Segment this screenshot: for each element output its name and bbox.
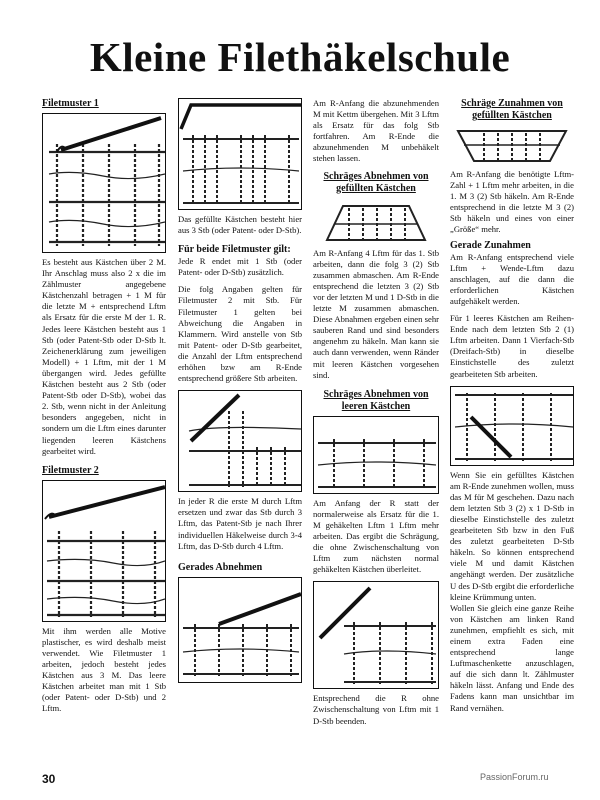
crochet-stitches-drawing (179, 391, 302, 491)
heading-schraeges-abnehmen-leer: Schräges Abnehmen von leeren Kästchen (323, 388, 429, 412)
crochet-stitches-drawing (179, 578, 302, 682)
heading-schraeges-abnehmen-gefuellt: Schräges Abnehmen von gefüllten Kästchen (323, 170, 429, 194)
illustration-filetmuster-1 (42, 113, 166, 253)
illustration-gerades-abnehmen (178, 577, 302, 683)
text-filled-box: Das gefüllte Kästchen besteht hier aus 3 Stb (oder Patent- oder D-Stb). (178, 214, 302, 236)
text-first-stitch: In jeder R die erste M durch Lftm ersetzen und zwar das Stb durch 3 Lftm, das Patent-Stb je nach Ihrer individuellen Häkelweise durch 3-4 Lftm, das D-Stb durch 4 Lftm. (178, 496, 302, 551)
crochet-decrease-drawing (313, 198, 439, 244)
illustration-zunahme-leer (450, 386, 574, 466)
column-2 (178, 98, 302, 687)
text-gerades-abnehmen: Am R-Anfang die abzunehmenden M mit Kettm übergehen. Mit 3 Lftm als Ersatz für das folg Stb fortfahren. Am R-Ende die abzunehmenden M unbehäkelt stehen lassen. (313, 98, 439, 164)
column-4 (450, 98, 574, 714)
illustration-filetmuster-2 (42, 480, 166, 622)
page-number: 30 (42, 772, 56, 786)
text-schraeges-abnehmen-gefuellt: Am R-Anfang 4 Lftm für das 1. Stb arbeiten, dann die folg 3 (2) Stb zusammen abmaschen. Am R-Ende entsprechend die letzten 3 (2) Stb vor der letzten M und 1 D-Stb in die letzte M zusammen abmaschen. Diese Abnahmen ergeben einen sehr sauberen Rand und sind besonders angenehm zu häkeln. Man kann sie auch dann verwenden, wenn Ränder mit leeren Kästchen vorgesehen sind. (313, 247, 439, 380)
illustration-schraeges-abnehmen-gefuellt (313, 198, 439, 244)
column-3 (313, 98, 439, 727)
text-schraege-zunahmen: Am R-Anfang die benötigte Lftm-Zahl + 1 Lftm mehr arbeiten, in die 1. M 3 (2) Stb häkeln. Am R-Ende entsprechend in die letzte M 3 (2) Stb häkeln und eines von einer „Größe“ mehr. (450, 169, 574, 235)
heading-filetmuster-1: Filetmuster 1 (42, 98, 99, 109)
crochet-stitches-drawing (179, 99, 302, 209)
text-filetmuster-2: Mit ihm werden alle Motive plastischer, es wird deshalb meist verwendet. Wie Filetmuster 1 arbeiten, jedoch besteht jedes Kästchen aus 3 M. Das leere Kästchen arbeitet man mit 1 Stb (oder Patent- oder D-Stb) und 2 Lftm. (42, 625, 166, 714)
crochet-grid-drawing (43, 114, 166, 252)
heading-schraege-zunahmen: Schräge Zunahmen von gefüllten Kästchen (461, 98, 563, 121)
text-row-end-dstb: Entsprechend die R ohne Zwischenschaltung von Lftm mit 1 D-Stb beenden. (313, 693, 439, 726)
crochet-grid-drawing (314, 582, 439, 688)
heading-gerades-abnehmen: Gerades Abnehmen (178, 561, 263, 573)
text-instructions: Die folg Angaben gelten für Filetmuster 2 mit Stb. Für Filetmuster 1 gelten bei Abweichung die Angaben in Klammern. Wird anstelle von Stb mit Patent- oder D-Stb gearbeitet, die Anzahl der Lftm entsprechend erhöhen bzw am R-Ende entsprechend größere Stb arbeiten. (178, 284, 302, 384)
illustration-row-start (178, 390, 302, 492)
crochet-increase-drawing (450, 125, 574, 165)
crochet-grid-drawing (43, 481, 166, 621)
text-row-end: Jede R endet mit 1 Stb (oder Patent- oder D-Stb) zusätzlich. (178, 256, 302, 278)
crochet-grid-drawing (314, 417, 439, 493)
text-filetmuster-1: Es besteht aus Kästchen über 2 M. Ihr Anschlag muss also 2 x die im Zählmuster angegebene Kästchenzahl betragen + 1 M für die letzte M + entsprechend Lftm als Ersatz für die erste M der 1. R. Jedes leere Kästchen besteht aus 1 Stb (oder Patent-Stb oder D-Stb lt. Zeichenerklärung zum jeweiligen Modell) + 1 Lftm, mit der 1 M übergangen wird. Jedes gefüllte Kästchen besteht aus 2 Stb (oder Patent-Stb oder D-Stb), wobei das 2. Stb, wenn nicht in der Anleitung besonders angegeben, nicht in sondern um die Lftm eines darunter liegenden leeren Kästchens gearbeitet wird. (42, 257, 166, 456)
watermark: PassionForum.ru (480, 772, 549, 782)
text-gerade-zunahmen: Am R-Anfang entsprechend viele Lftm + Wende-Lftm dazu anschlagen, auf die dann die erforderlichen Kästchen aufgehäkelt werden. (450, 251, 574, 306)
text-ganze-reihe: Wollen Sie gleich eine ganze Reihe von Kästchen am linken Rand zunehmen, empfiehlt es sich, mit einem extra Faden eine entsprechend lange Luftmaschenkette anzuschlagen, auf die sich dann lt. Zählmuster häkeln lässt. Anfang und Ende des Fadens kann man unsichtbar im Rand vernähen. (450, 602, 574, 713)
illustration-schraeges-abnehmen-leer (313, 416, 439, 494)
heading-gerade-zunahmen: Gerade Zunahmen (450, 239, 531, 251)
page-title: Kleine Filethäkelschule (89, 34, 511, 80)
heading-filetmuster-2: Filetmuster 2 (42, 464, 99, 476)
illustration-row-end (313, 581, 439, 689)
illustration-schraege-zunahmen (450, 125, 574, 165)
text-schraeges-abnehmen-leer: Am Anfang der R statt der normalerweise als Ersatz für die 1. M gehäkelten Lftm 1 Lftm mehr arbeiten. Das ergibt die Schrägung, die ohne Zwischenschaltung von Lftm zum nächsten normal gehäkelten Kästchen überleitet. (313, 497, 439, 575)
heading-both-patterns: Für beide Filetmuster gilt: (178, 244, 291, 256)
illustration-filled-boxes (178, 98, 302, 210)
text-gefuelltes-kaestchen: Wenn Sie ein gefülltes Kästchen am R-Ende zunehmen wollen, muss das M für M geschehen. Dazu nach dem letzten Stb 3 (2) x 1 D-Stb in dieselbe Einstichstelle des zuletzt gearbeiteten Stb bzw in den Fuß des zuletzt gearbeiteten D-Stb häkeln. So können entsprechend viele M und damit Kästchen angehängt werden. Der zusätzliche U des D-Stb ergibt die erforderliche kleine Krümmung unten. (450, 469, 574, 602)
crochet-grid-drawing (451, 387, 574, 465)
text-leeres-kaestchen: Für 1 leeres Kästchen am Reihen-Ende nach dem letzten Stb 2 (1) Lftm arbeiten. Dann 1 Vierfach-Stb (Dreifach-Stb) in dieselbe Einstichstelle des zuletzt gearbeiteten Stb arbeiten. (450, 313, 574, 379)
column-1 (42, 98, 166, 714)
